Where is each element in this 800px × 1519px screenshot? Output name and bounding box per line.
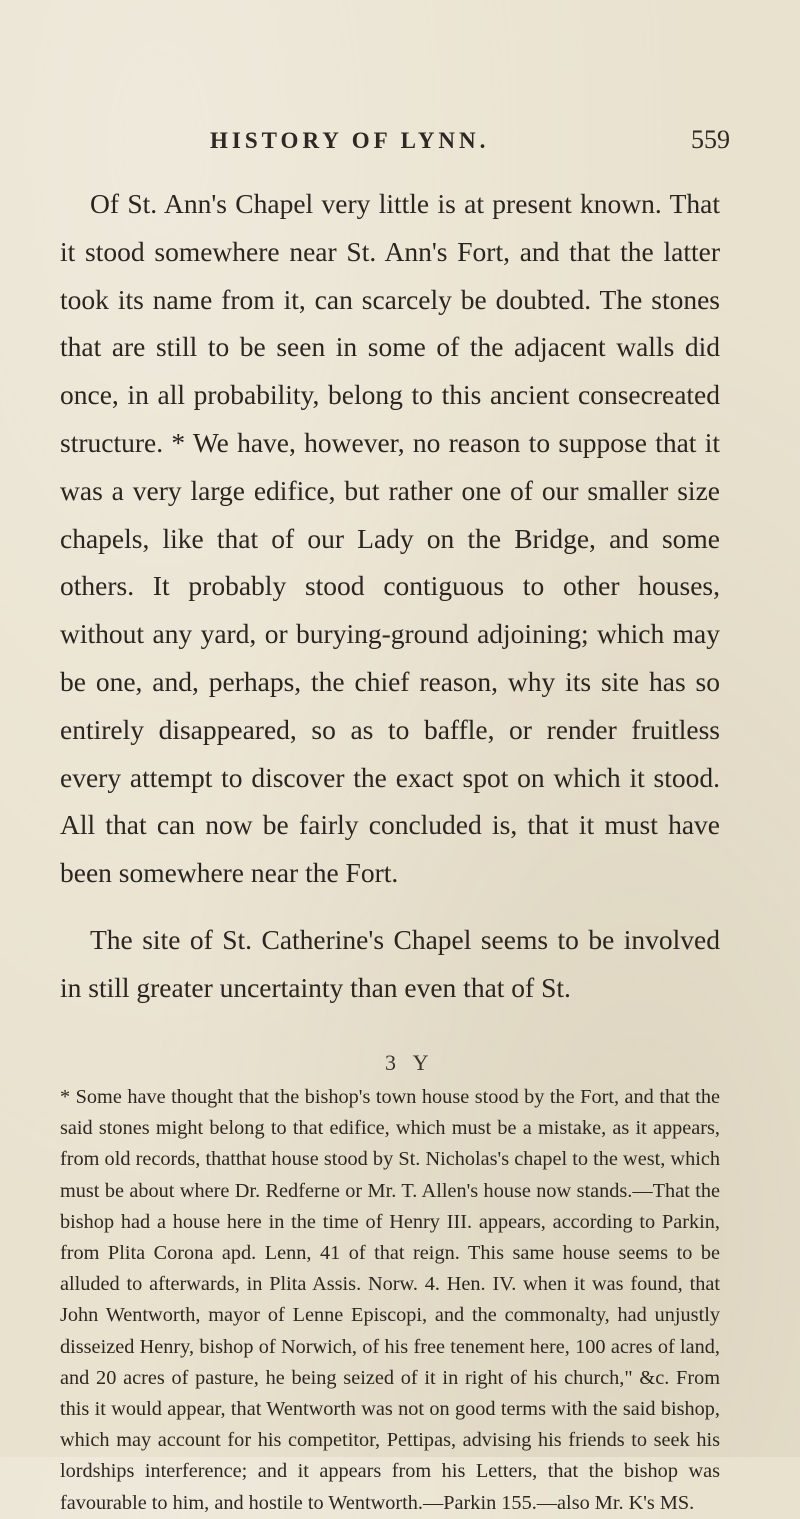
paragraph-st-catherines-chapel: The site of St. Catherine's Chapel seems to be involved in still greater uncertainty than even that of St. [60,923,720,1003]
footnote [60,1082,720,1519]
signature-mark: 3 Y [385,1050,435,1075]
page-number: 559 [691,125,730,154]
main-text [60,180,720,1012]
running-head: HISTORY OF LYNN. [210,128,490,153]
page-header [210,125,730,168]
paragraph-st-anns-chapel: Of St. Ann's Chapel very little is at present known. That it stood somewhere near St. Ann's Fort, and that the latter took its name from it, can scarcely be doubted. The stones that are still to be seen in some of the adjacent walls did once, in all probability, belong to this ancient consecreated structure. * We have, however, no reason to suppose that it was a very large edifice, but rather one of our smaller size chapels, like that of our Lady on the Bridge, and some others. It probably stood contiguous to other houses, without any yard, or burying-ground adjoining; which may be one, and, perhaps, the chief reason, why its site has so entirely disappeared, so as to baffle, or render fruitless every attempt to discover the exact spot on which it stood. All that can now be fairly concluded is, that it must have been somewhere near the Fort. [60,188,720,889]
footnote-text: * Some have thought that the bishop's town house stood by the Fort, and that the said stones might belong to that edifice, which must be a mistake, as it appears, from old records, thatthat house stood by St. Nicholas's chapel to the west, which must be about where Dr. Redferne or Mr. T. Allen's house now stands.—That the bishop had a house here in the time of Henry III. appears, according to Parkin, from Plita Corona apd. Lenn, 41 of that reign. This same house seems to be alluded to afterwards, in Plita Assis. Norw. 4. Hen. IV. when it was found, that John Wentworth, mayor of Lenne Episcopi, and the commonalty, had unjustly disseized Henry, bishop of Norwich, of his free tenement here, 100 acres of land, and 20 acres of pasture, he being seized of it in right of his church," &c. From this it would appear, that Wentworth was not on good terms with the said bishop, which may account for his competitor, Pettipas, advising his friends to seek his lordships interference; and it appears from his Letters, that the bishop was favourable to him, and hostile to Wentworth.—Parkin 155.—also Mr. K's MS. [60,1086,720,1514]
